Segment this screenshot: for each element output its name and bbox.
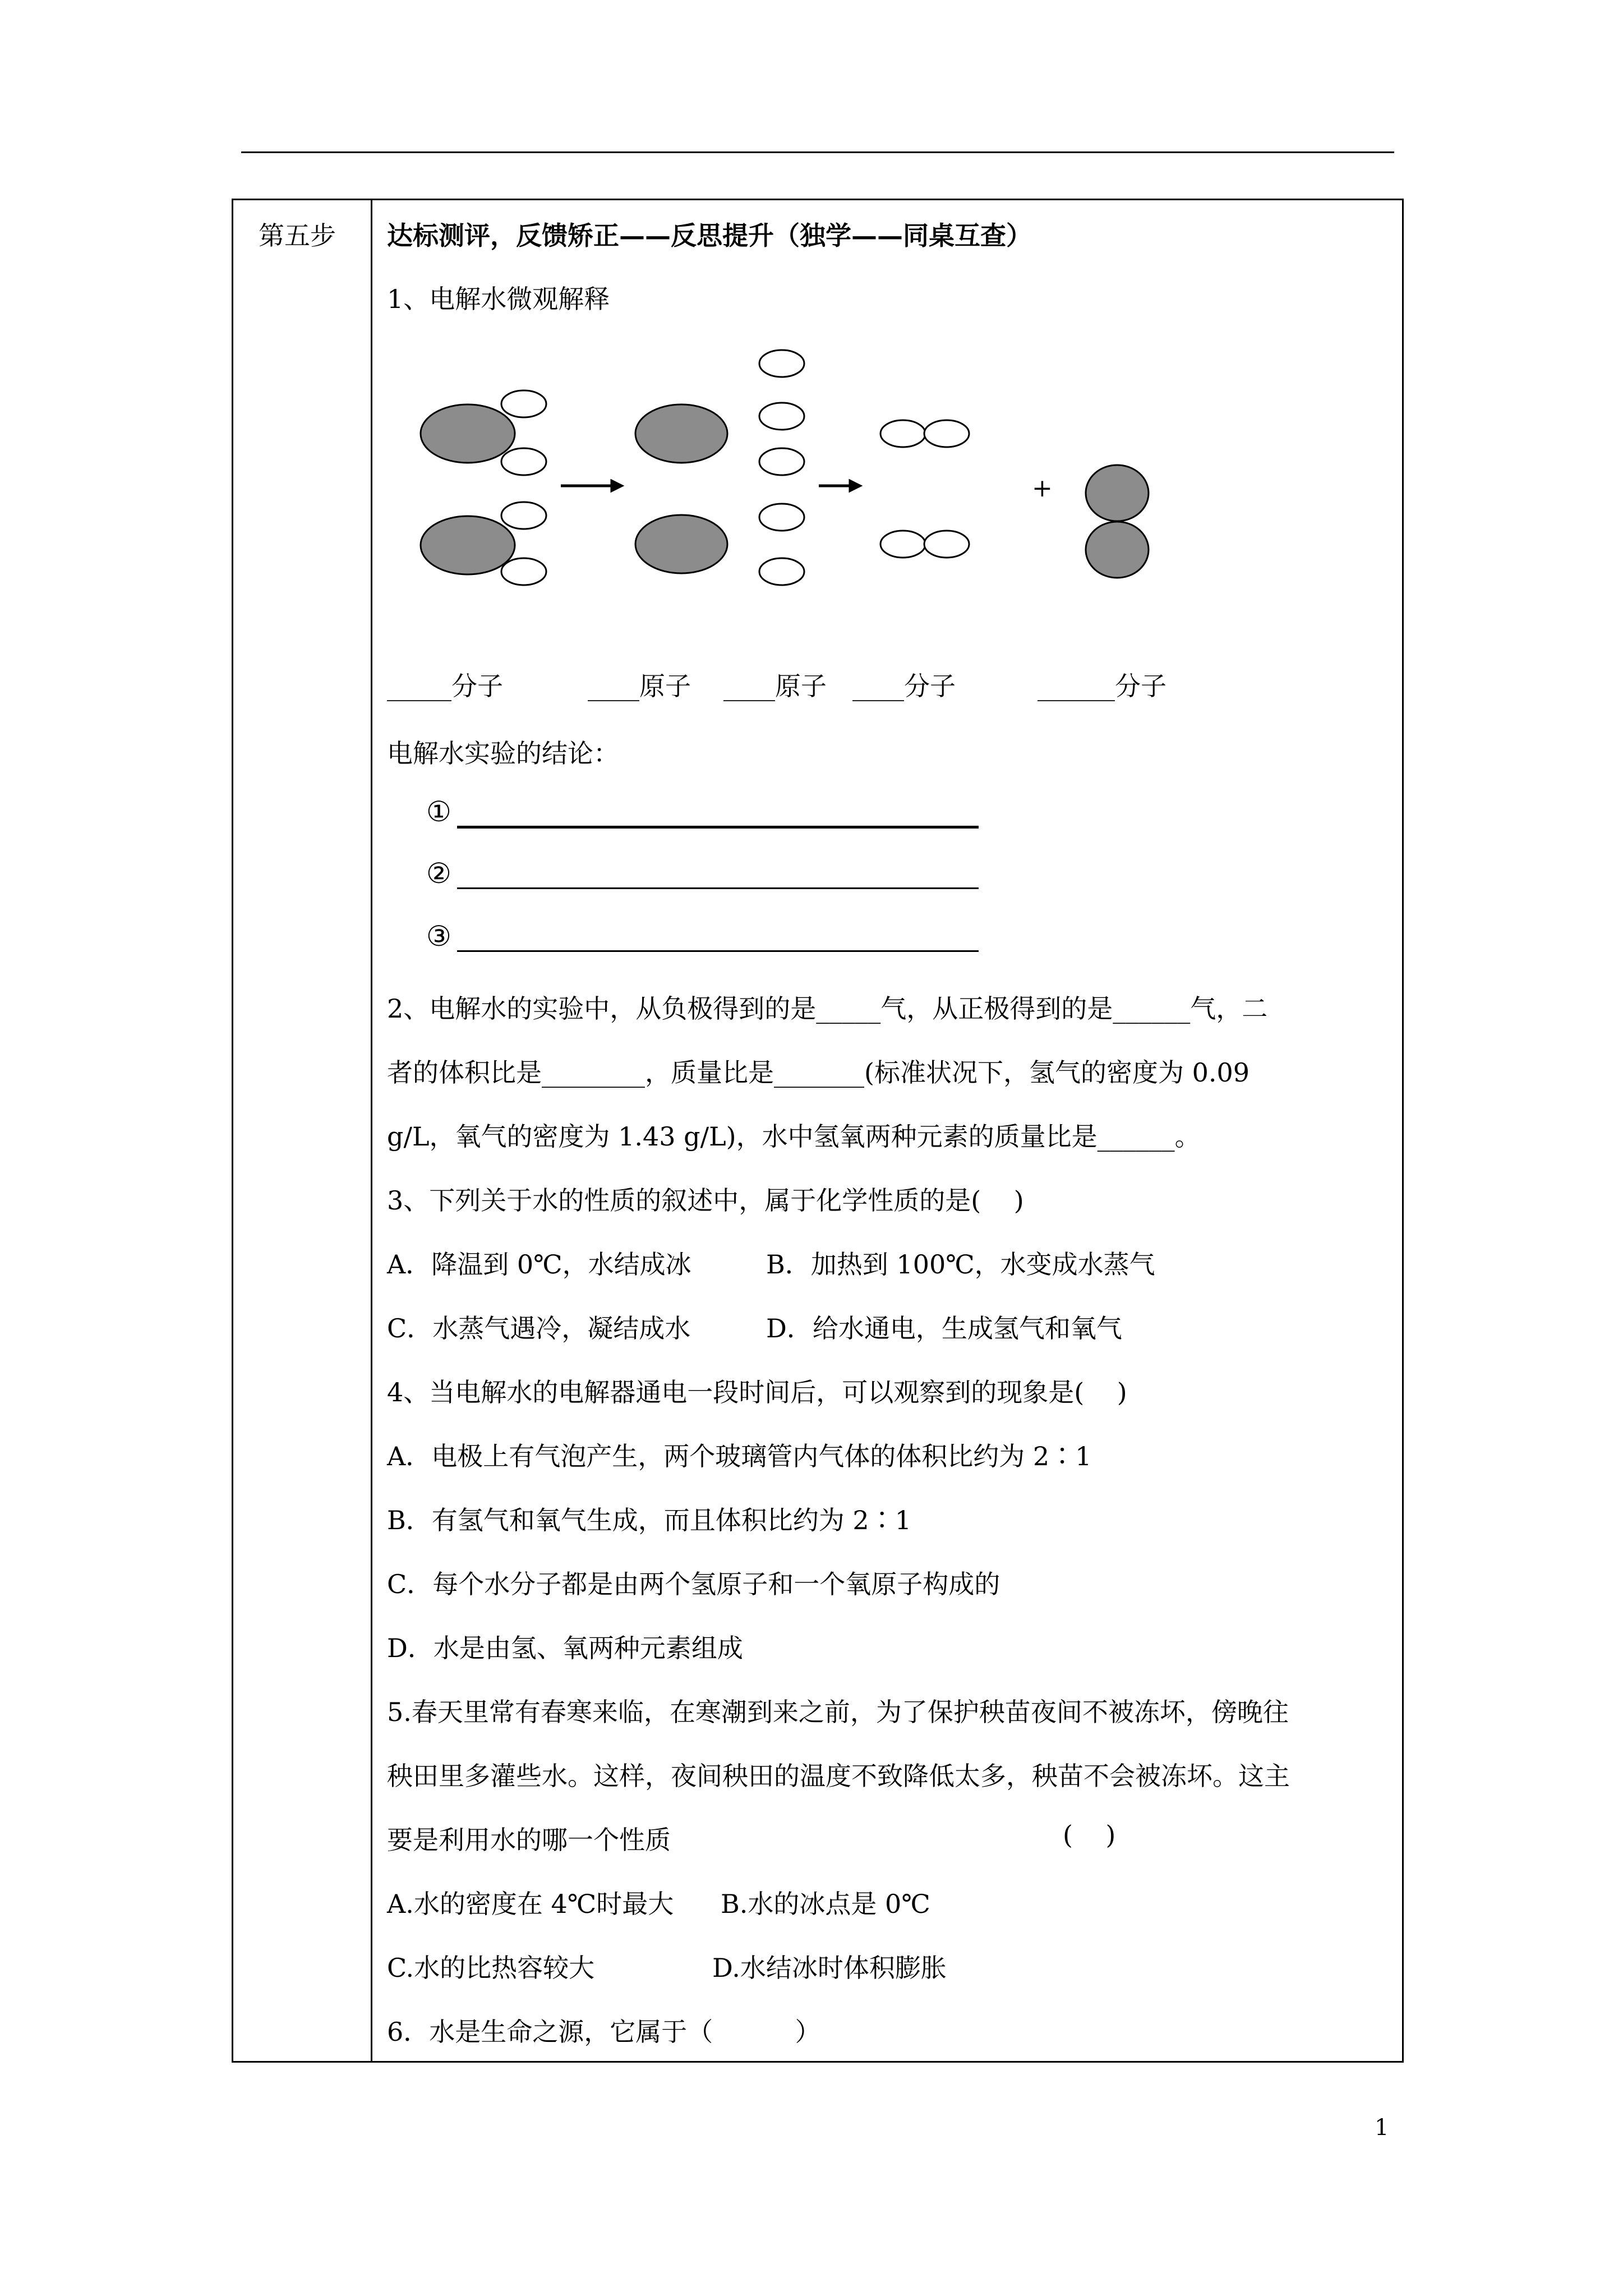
hydrogen-atom [880, 420, 925, 447]
q4-option-d: D．水是由氢、氧两种元素组成 [387, 1633, 743, 1663]
plus-sign: + [1032, 474, 1053, 503]
q3-option-a: A．降温到 0℃，水结成冰 [387, 1249, 691, 1280]
q4-option-a: A．电极上有气泡产生，两个玻璃管内气体的体积比约为 2∶1 [387, 1441, 1092, 1471]
hydrogen-atom [880, 531, 925, 558]
oxygen-atom [421, 404, 515, 463]
q3-stem: 3、下列关于水的性质的叙述中，属于化学性质的是( ) [387, 1185, 1024, 1216]
q4-option-b: B．有氢气和氧气生成，而且体积比约为 2∶1 [387, 1505, 911, 1535]
hydrogen-atom [501, 390, 546, 417]
answer-line [457, 950, 979, 952]
oxygen-atom [421, 516, 515, 574]
q3-option-d: D．给水通电，生成氢气和氧气 [766, 1313, 1122, 1343]
conclusion-title: 电解水实验的结论： [387, 738, 619, 769]
hydrogen-atom [924, 531, 969, 558]
q2-line1: 2、电解水的实验中，从负极得到的是_____气，从正极得到的是______气，二 [387, 993, 1268, 1024]
blank-label: ____分子 [852, 671, 956, 701]
q6-stem: 6．水是生命之源，它属于（ ） [387, 2017, 821, 2047]
section-heading: 达标测评，反馈矫正——反思提升（独学——同桌互查） [387, 220, 1032, 251]
conclusion-mark: ② [426, 857, 451, 890]
oxygen-atom [1086, 465, 1149, 521]
blank-label: ____原子 [723, 671, 827, 701]
q5-option-d: D.水结冰时体积膨胀 [712, 1953, 947, 1983]
conclusion-mark: ③ [426, 920, 451, 953]
q5-line1: 5.春天里常有春寒来临，在寒潮到来之前，为了保护秧苗夜间不被冻坏，傍晚往 [387, 1697, 1289, 1727]
hydrogen-atom [924, 420, 969, 447]
q3-option-b: B．加热到 100℃，水变成水蒸气 [766, 1249, 1155, 1280]
q5-option-c: C.水的比热容较大 [387, 1953, 595, 1983]
conclusion-mark: ① [426, 795, 451, 828]
q4-option-c: C．每个水分子都是由两个氢原子和一个氧原子构成的 [387, 1569, 1000, 1599]
hydrogen-atom [501, 558, 546, 585]
hydrogen-atom [759, 403, 804, 430]
blank-label: ______分子 [1038, 671, 1166, 701]
electrolysis-diagram [0, 0, 1623, 673]
q4-stem: 4、当电解水的电解器通电一段时间后，可以观察到的现象是( ) [387, 1377, 1127, 1407]
step-label: 第五步 [259, 220, 336, 251]
blank-label: _____分子 [387, 671, 503, 701]
page-number: 1 [1375, 2115, 1389, 2141]
oxygen-atom [635, 404, 727, 463]
q2-line3: g/L，氧气的密度为 1.43 g/L)，水中氢氧两种元素的质量比是______。 [387, 1121, 1201, 1152]
answer-line [457, 826, 979, 829]
hydrogen-atom [501, 448, 546, 475]
oxygen-atom [1086, 522, 1149, 578]
q5-answer-paren: ( ) [1063, 1820, 1116, 1850]
q5-line2: 秧田里多灌些水。这样，夜间秧田的温度不致降低太多，秧苗不会被冻坏。这主 [387, 1761, 1290, 1791]
hydrogen-atom [759, 558, 804, 585]
hydrogen-atom [759, 448, 804, 475]
q5-line3: 要是利用水的哪一个性质 [387, 1825, 671, 1855]
oxygen-atom [635, 515, 727, 573]
answer-line [457, 887, 979, 889]
hydrogen-atom [759, 350, 804, 377]
hydrogen-atom [759, 504, 804, 531]
hydrogen-atom [501, 502, 546, 529]
q1-title: 1、电解水微观解释 [387, 284, 610, 314]
q5-option-b: B.水的冰点是 0℃ [721, 1889, 930, 1919]
q2-line2: 者的体积比是________，质量比是_______(标准状况下，氢气的密度为 0.09 [387, 1057, 1249, 1088]
q5-option-a: A.水的密度在 4℃时最大 [387, 1889, 674, 1919]
blank-label: ____原子 [588, 671, 691, 701]
q3-option-c: C．水蒸气遇冷，凝结成水 [387, 1313, 691, 1343]
